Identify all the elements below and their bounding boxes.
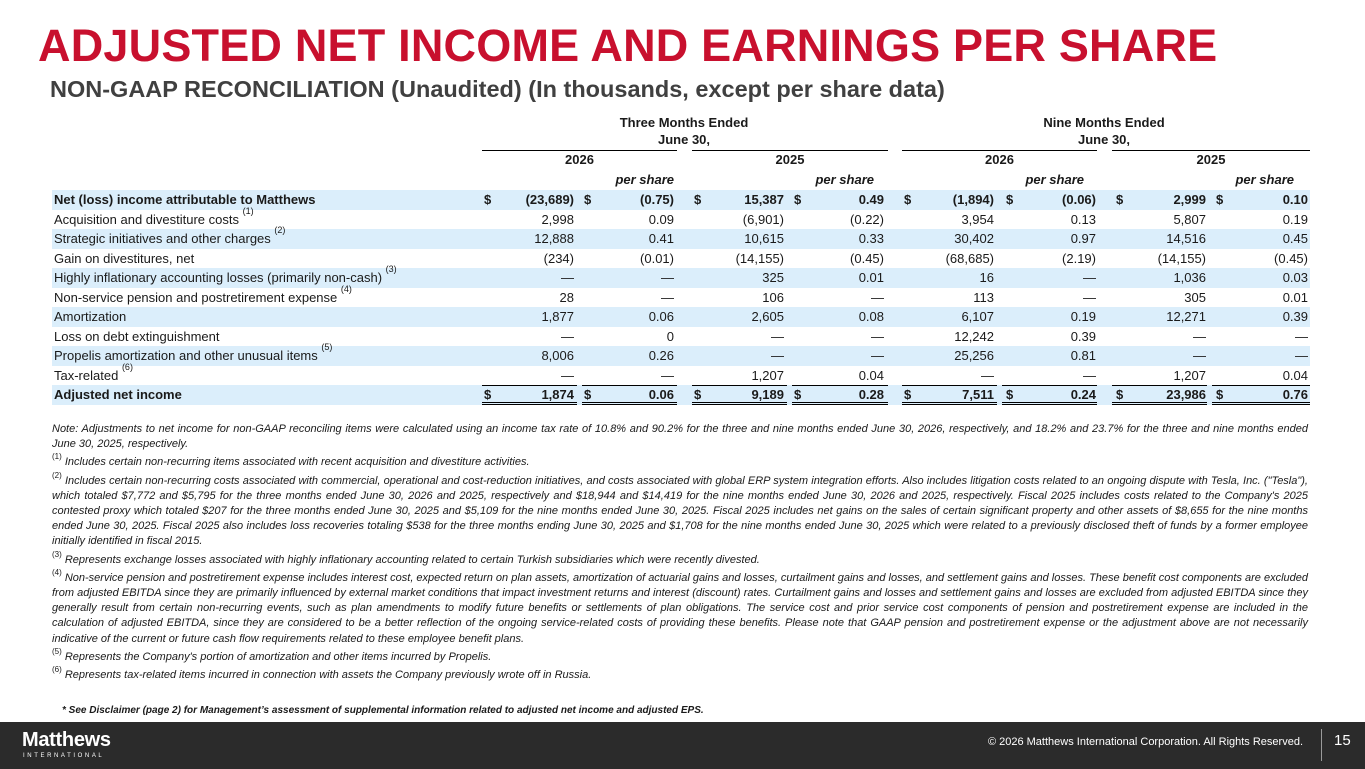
footnote-marker: (3) <box>52 549 62 559</box>
amount-cell: 1,207 <box>751 367 784 383</box>
footnote-marker: (5) <box>321 342 333 352</box>
table-row <box>52 327 1310 347</box>
row-label-text: Adjusted net income <box>54 387 182 402</box>
table-row <box>52 385 1310 405</box>
table-row <box>52 190 1310 210</box>
per-share-cell: — <box>1083 270 1096 285</box>
row-label-text: Acquisition and divestiture costs <box>54 211 239 227</box>
per-share-cell: 0.33 <box>858 231 884 246</box>
row-label <box>54 385 182 405</box>
group-header-line2: June 30, <box>657 132 711 147</box>
per-share-cell: — <box>1083 289 1096 305</box>
amount-cell: 106 <box>762 289 784 305</box>
table-row <box>52 205 1310 230</box>
amount-cell: 12,888 <box>534 231 574 246</box>
amount-cell: — <box>771 328 784 344</box>
dollar-sign: $ <box>794 387 802 402</box>
footnote-marker: (1) <box>52 452 62 462</box>
amount-cell: 1,207 <box>1173 367 1206 383</box>
row-label <box>54 283 352 308</box>
note-main: Note: Adjustments to net income for non-GAAP reconciling items were calculated using an income tax rate of 10.8% and 90.2% for the three and nine months ended June 30, 2026, respectively, and 18.2% and 23.7% for the three and nine months ended June 30, 2025, respectively. <box>52 423 1308 451</box>
footnote-marker: (5) <box>52 646 62 656</box>
per-share-cell: 0.24 <box>1070 387 1096 402</box>
per-share-cell: 0.81 <box>1070 348 1096 363</box>
per-share-cell: — <box>1295 328 1308 344</box>
amount-cell: 12,242 <box>954 328 994 344</box>
footer-divider <box>1321 729 1322 761</box>
group-header-line1: Nine Months Ended <box>1043 115 1165 130</box>
row-label <box>54 249 194 269</box>
per-share-cell: (0.45) <box>850 250 884 266</box>
amount-cell: 12,271 <box>1166 309 1206 324</box>
amount-cell: (6,901) <box>742 211 784 227</box>
year-header: 2025 <box>692 150 888 170</box>
per-share-cell: (0.75) <box>640 192 674 207</box>
footnote-marker: (4) <box>52 567 62 577</box>
per-share-cell: 0.06 <box>648 309 674 324</box>
dollar-sign: $ <box>584 192 592 207</box>
dollar-sign: $ <box>1216 192 1224 207</box>
per-share-header: per share <box>615 172 674 187</box>
group-header-nine-months <box>902 114 1306 148</box>
amount-cell: 6,107 <box>961 309 994 324</box>
per-share-cell: — <box>661 270 674 285</box>
per-share-cell: (0.01) <box>640 250 674 266</box>
per-share-header: per share <box>1025 172 1084 187</box>
amount-cell: 7,511 <box>962 387 994 402</box>
table-row <box>52 307 1310 327</box>
footer-bar <box>0 722 1365 769</box>
per-share-header: per share <box>815 172 874 187</box>
dollar-sign: $ <box>1216 387 1224 402</box>
table-row <box>52 283 1310 308</box>
row-label-text: Amortization <box>54 309 127 324</box>
per-share-cell: — <box>871 348 884 363</box>
footnote-text: Represents tax-related items incurred in connection with assets the Company previously wrote off in Russia. <box>64 669 592 682</box>
table-row <box>52 249 1310 269</box>
row-label-text: Strategic initiatives and other charges <box>54 231 271 246</box>
table-row <box>52 342 1310 366</box>
amount-cell: 23,986 <box>1166 387 1206 402</box>
row-label-text: Tax-related <box>54 367 119 383</box>
amount-cell: 15,387 <box>744 192 784 207</box>
per-share-cell: 0.08 <box>858 309 884 324</box>
dollar-sign: $ <box>584 387 592 402</box>
per-share-cell: 0 <box>666 328 674 344</box>
row-label-text: Net (loss) income attributable to Matthews <box>54 192 316 207</box>
page-title: ADJUSTED NET INCOME AND EARNINGS PER SHARE <box>38 20 1218 71</box>
footnote-marker: (1) <box>242 205 254 216</box>
amount-cell: — <box>561 367 574 383</box>
dollar-sign: $ <box>1116 387 1124 402</box>
amount-cell: 1,036 <box>1173 270 1206 285</box>
per-share-cell: — <box>661 289 674 305</box>
per-share-cell: 0.76 <box>1282 387 1308 402</box>
amount-cell: 2,998 <box>541 211 574 227</box>
per-share-cell: 0.41 <box>648 231 674 246</box>
year-header: 2025 <box>1112 150 1310 170</box>
amount-cell: (14,155) <box>1157 250 1206 266</box>
row-label-text: Propelis amortization and other unusual items <box>54 348 318 363</box>
amount-cell: (1,894) <box>952 192 994 207</box>
group-header-line1: Three Months Ended <box>619 115 749 130</box>
dollar-sign: $ <box>794 192 802 207</box>
amount-cell: 16 <box>979 270 994 285</box>
row-label-text: Non-service pension and postretirement expense <box>54 289 338 305</box>
per-share-cell: 0.04 <box>1282 367 1308 383</box>
group-header-line2: June 30, <box>1077 132 1131 147</box>
per-share-cell: 0.97 <box>1070 231 1096 246</box>
footnote-list <box>52 452 1308 683</box>
footnote-text: Includes certain non-recurring costs associated with commercial, operational and cost-reduction initiatives, and costs associated with global ERP system integration efforts. Also includes litigation costs related to an ongoing dispute with Tesla, Inc. ("Tesla"), which totaled $7,772 and $5,795 for the three months ended June 30, 2026 and 2025, respectively and $18,944 and $14,419 for the nine months ended June 30, 2026 and 2025, respectively. Fiscal 2025 includes costs related to the Company's 2025 contested proxy which totaled $207 for the three months ended June 30, 2025 and $5,109 for the nine months ended June 30, 2025. Fiscal 2025 includes net gains on the sales of certain significant property and other assets of $8,655 for the nine months ended June 30, 2025. Fiscal 2025 also includes loss recoveries totaling $538 for the three months ending June 30, 2025 and $1,708 for the nine months ended June 30, 2025 which were related to a previously disclosed theft of funds by a former employee initially identified in fiscal 2015. <box>52 474 1308 548</box>
amount-cell: 2,605 <box>751 309 784 324</box>
amount-cell: 1,877 <box>541 309 574 324</box>
year-header: 2026 <box>902 150 1097 170</box>
table-row <box>52 225 1310 249</box>
row-label <box>54 205 254 230</box>
per-share-cell: (0.06) <box>1062 192 1096 207</box>
page-number: 15 <box>1334 732 1351 749</box>
copyright-text: © 2026 Matthews International Corporation. All Rights Reserved. <box>987 736 1303 748</box>
dollar-sign: $ <box>1006 192 1014 207</box>
per-share-cell: — <box>661 367 674 383</box>
amount-cell: (68,685) <box>945 250 994 266</box>
per-share-cell: 0.04 <box>858 367 884 383</box>
per-share-cell: (2.19) <box>1062 250 1096 266</box>
amount-cell: — <box>771 348 784 363</box>
amount-cell: 305 <box>1184 289 1206 305</box>
footnote-text: Non-service pension and postretirement expense includes interest cost, expected return on plan assets, amortization of actuarial gains and losses, curtailment gains and losses, and settlement gains and losses. These benefit cost components are excluded from adjusted EBITDA since they are primarily influenced by external market conditions that impact investment returns and interest (discount) rates. Curtailment gains and losses and settlement gains and losses are excluded from adjusted EBITDA since they generally result from certain non-recurring events, such as plan amendments to modify future benefits or settlements of plan obligations. The service cost and prior service cost components of pension and postretirement expense are included in the calculation of adjusted EBITDA, since they are considered to be a better reflection of the ongoing service-related costs of providing these benefits. Please note that GAAP pension and postretirement expense or the adjustment above are not necessarily indicative of the current or future cash flow requirements related to these employee benefit plans. <box>52 571 1308 645</box>
amount-cell: — <box>981 367 994 383</box>
amount-cell: — <box>1193 328 1206 344</box>
per-share-cell: 0.10 <box>1282 192 1308 207</box>
amount-cell: 30,402 <box>954 231 994 246</box>
dollar-sign: $ <box>904 387 912 402</box>
per-share-cell: 0.45 <box>1282 231 1308 246</box>
per-share-cell: 0.01 <box>858 270 884 285</box>
dollar-sign: $ <box>694 192 702 207</box>
row-label-text: Gain on divestitures, net <box>54 250 195 266</box>
footnote-item <box>52 452 1308 470</box>
per-share-cell: 0.26 <box>648 348 674 363</box>
amount-cell: (234) <box>543 250 574 266</box>
per-share-cell: 0.19 <box>1282 211 1308 227</box>
footnote-marker: (6) <box>121 361 133 372</box>
table-row <box>52 264 1310 288</box>
per-share-cell: 0.06 <box>648 387 674 402</box>
logo-wordmark: Matthews <box>22 729 111 751</box>
per-share-cell: 0.19 <box>1070 309 1096 324</box>
amount-cell: — <box>561 270 574 285</box>
row-label <box>54 225 286 249</box>
per-share-cell: 0.03 <box>1282 270 1308 285</box>
disclaimer-text: * See Disclaimer (page 2) for Management’s assessment of supplemental information related to adjusted net income and adjusted EPS. <box>62 705 704 716</box>
per-share-cell: 0.39 <box>1070 328 1096 344</box>
amount-cell: — <box>1193 348 1206 363</box>
footnote-item <box>52 470 1308 550</box>
amount-cell: 3,954 <box>961 211 994 227</box>
footnote-item <box>52 549 1308 568</box>
footnote-marker: (3) <box>385 264 397 274</box>
table-body <box>52 190 1310 405</box>
footnote-marker: (4) <box>340 283 352 294</box>
footnote-text: Includes certain non-recurring items associated with recent acquisition and divestiture activities. <box>64 456 530 469</box>
amount-cell: 28 <box>559 289 574 305</box>
page-subtitle: NON-GAAP RECONCILIATION (Unaudited) (In thousands, except per share data) <box>50 76 945 102</box>
row-label-text: Loss on debt extinguishment <box>54 328 220 344</box>
dollar-sign: $ <box>694 387 702 402</box>
amount-cell: (23,689) <box>525 192 574 207</box>
per-share-cell: (0.45) <box>1274 250 1308 266</box>
footnote-marker: (2) <box>274 225 286 235</box>
amount-cell: 2,999 <box>1173 192 1206 207</box>
dollar-sign: $ <box>484 387 492 402</box>
row-label <box>54 327 220 347</box>
dollar-sign: $ <box>1006 387 1014 402</box>
footnotes <box>52 422 1308 686</box>
year-header: 2026 <box>482 150 677 170</box>
footnote-item <box>52 567 1308 647</box>
footnote-marker: (6) <box>52 665 62 675</box>
row-label <box>54 307 126 327</box>
amount-cell: 10,615 <box>744 231 784 246</box>
amount-cell: 14,516 <box>1166 231 1206 246</box>
per-share-cell: — <box>871 328 884 344</box>
amount-cell: 8,006 <box>541 348 574 363</box>
per-share-cell: 0.13 <box>1070 211 1096 227</box>
footnote-item <box>52 665 1308 683</box>
per-share-cell: — <box>1295 348 1308 363</box>
footnote-item <box>52 646 1308 665</box>
amount-cell: — <box>561 328 574 344</box>
logo-subtext: INTERNATIONAL <box>23 753 105 759</box>
table-row <box>52 361 1310 386</box>
dollar-sign: $ <box>484 192 492 207</box>
per-share-cell: 0.28 <box>858 387 884 402</box>
row-label <box>54 190 315 210</box>
amount-cell: 25,256 <box>954 348 994 363</box>
amount-cell: 9,189 <box>751 387 784 402</box>
per-share-header: per share <box>1235 172 1294 187</box>
amount-cell: (14,155) <box>735 250 784 266</box>
per-share-cell: 0.49 <box>858 192 884 207</box>
row-label <box>54 361 133 386</box>
footnote-marker: (2) <box>52 470 62 480</box>
amount-cell: 1,874 <box>541 387 574 402</box>
row-label <box>54 342 333 366</box>
dollar-sign: $ <box>1116 192 1124 207</box>
company-logo <box>22 729 111 761</box>
per-share-cell: — <box>1083 367 1096 383</box>
amount-cell: 325 <box>762 270 784 285</box>
dollar-sign: $ <box>904 192 912 207</box>
row-label-text: Highly inflationary accounting losses (primarily non-cash) <box>54 270 383 285</box>
per-share-cell: — <box>871 289 884 305</box>
per-share-cell: (0.22) <box>850 211 884 227</box>
per-share-cell: 0.09 <box>648 211 674 227</box>
per-share-cell: 0.39 <box>1282 309 1308 324</box>
group-header-three-months <box>482 114 886 148</box>
amount-cell: 113 <box>973 289 994 305</box>
footnote-text: Represents the Company's portion of amortization and other items incurred by Propelis. <box>64 650 492 663</box>
amount-cell: 5,807 <box>1173 211 1206 227</box>
per-share-cell: 0.01 <box>1282 289 1308 305</box>
footnote-text: Represents exchange losses associated with highly inflationary accounting related to certain Turkish subsidiaries which were recently divested. <box>64 553 760 566</box>
